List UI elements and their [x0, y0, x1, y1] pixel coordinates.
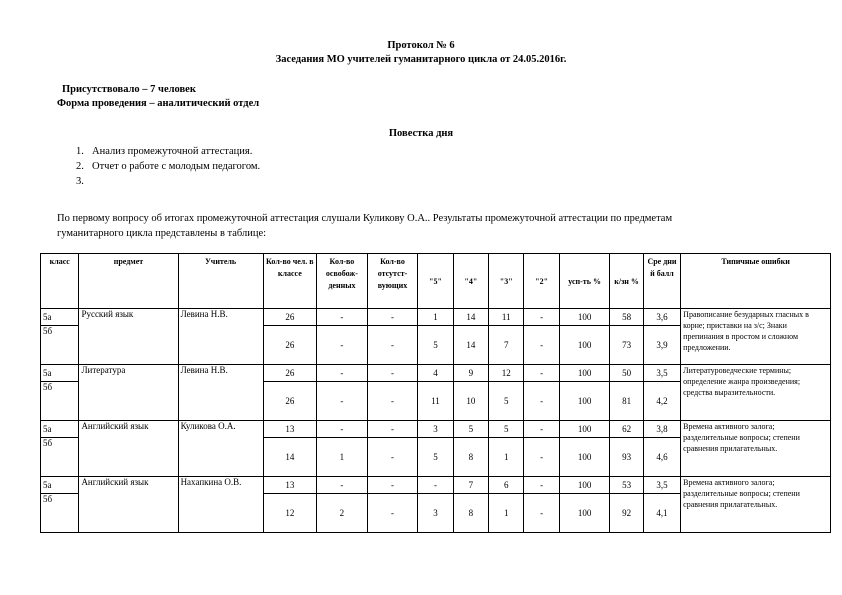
cell-average: 3,5 — [643, 477, 680, 494]
header-success: усп-ть % — [559, 254, 610, 309]
cell-subject: Английский язык — [79, 477, 178, 533]
cell-count: 26 — [263, 326, 317, 365]
header-subject: предмет — [79, 254, 178, 309]
cell-grade3: 12 — [489, 365, 524, 382]
agenda-item: 1. Анализ промежуточной аттестация. — [76, 146, 253, 157]
header-count: Кол-во чел. в классе — [263, 254, 317, 309]
cell-teacher: Левина Н.В. — [178, 365, 263, 421]
cell-grade3: 11 — [489, 309, 524, 326]
cell-average: 3,6 — [643, 309, 680, 326]
cell-class: 5б — [41, 326, 79, 365]
cell-grade5: 3 — [418, 494, 453, 533]
cell-grade2: - — [524, 477, 559, 494]
header-grade3: "3" — [489, 254, 524, 309]
cell-class: 5а — [41, 421, 79, 438]
cell-grade5: - — [418, 477, 453, 494]
cell-success: 100 — [559, 438, 610, 477]
cell-grade2: - — [524, 382, 559, 421]
cell-count: 13 — [263, 421, 317, 438]
cell-absent: - — [367, 365, 418, 382]
cell-quality: 58 — [610, 309, 643, 326]
cell-class: 5а — [41, 365, 79, 382]
cell-absent: - — [367, 326, 418, 365]
cell-absent: - — [367, 494, 418, 533]
cell-grade2: - — [524, 365, 559, 382]
cell-grade5: 11 — [418, 382, 453, 421]
cell-class: 5б — [41, 438, 79, 477]
header-grade5: "5" — [418, 254, 453, 309]
table-row — [41, 309, 831, 326]
header-class: класс — [41, 254, 79, 309]
cell-absent: - — [367, 438, 418, 477]
cell-grade4: 9 — [453, 365, 488, 382]
header-grade4: "4" — [453, 254, 488, 309]
cell-grade5: 5 — [418, 438, 453, 477]
agenda-item: 2. Отчет о работе с молодым педагогом. — [76, 161, 261, 172]
present-line: Присутствовало – 7 человек — [62, 84, 196, 95]
cell-average: 4,2 — [643, 382, 680, 421]
format-line: Форма проведения – аналитический отдел — [57, 98, 260, 109]
cell-absent: - — [367, 382, 418, 421]
cell-exempt: - — [317, 326, 368, 365]
cell-errors: Времена активного залога; разделительные вопросы; степени сравнения прилагательных. — [681, 477, 831, 533]
cell-absent: - — [367, 309, 418, 326]
cell-grade3: 5 — [489, 382, 524, 421]
cell-average: 4,1 — [643, 494, 680, 533]
cell-class: 5а — [41, 477, 79, 494]
cell-success: 100 — [559, 365, 610, 382]
cell-grade2: - — [524, 438, 559, 477]
cell-quality: 53 — [610, 477, 643, 494]
cell-errors: Литературоведческие термины; определение жанра произведения; средства выразительности. — [681, 365, 831, 421]
intro-paragraph: По первому вопросу об итогах промежуточной аттестация слушали Куликову О.А.. Результаты промежуточной аттестации по предметам гуманитарного цикла представлены в таблице: — [57, 213, 673, 239]
cell-success: 100 — [559, 421, 610, 438]
cell-subject: Английский язык — [79, 421, 178, 477]
cell-success: 100 — [559, 326, 610, 365]
cell-average: 4,6 — [643, 438, 680, 477]
cell-success: 100 — [559, 309, 610, 326]
cell-success: 100 — [559, 494, 610, 533]
cell-grade3: 1 — [489, 438, 524, 477]
cell-grade5: 1 — [418, 309, 453, 326]
agenda-list — [76, 144, 260, 189]
cell-success: 100 — [559, 382, 610, 421]
cell-grade4: 7 — [453, 477, 488, 494]
cell-teacher: Нахапкина О.В. — [178, 477, 263, 533]
cell-grade4: 8 — [453, 438, 488, 477]
cell-average: 3,8 — [643, 421, 680, 438]
cell-exempt: 1 — [317, 438, 368, 477]
cell-grade4: 14 — [453, 309, 488, 326]
header-quality: к/зн % — [610, 254, 643, 309]
protocol-title: Протокол № 6 — [387, 40, 455, 51]
cell-exempt: - — [317, 421, 368, 438]
cell-subject: Литература — [79, 365, 178, 421]
cell-class: 5а — [41, 309, 79, 326]
cell-quality: 81 — [610, 382, 643, 421]
cell-class: 5б — [41, 382, 79, 421]
cell-class: 5б — [41, 494, 79, 533]
cell-grade2: - — [524, 309, 559, 326]
cell-count: 12 — [263, 494, 317, 533]
table-row — [41, 421, 831, 438]
protocol-subtitle: Заседания МО учителей гуманитарного цикла от 24.05.2016г. — [275, 54, 567, 65]
header-exempt: Кол-во освобож-денных — [317, 254, 368, 309]
cell-exempt: 2 — [317, 494, 368, 533]
cell-grade2: - — [524, 326, 559, 365]
cell-quality: 93 — [610, 438, 643, 477]
cell-teacher: Куликова О.А. — [178, 421, 263, 477]
cell-quality: 62 — [610, 421, 643, 438]
header-average: Сре дни й балл — [643, 254, 680, 309]
cell-subject: Русский язык — [79, 309, 178, 365]
table-row — [41, 365, 831, 382]
cell-count: 13 — [263, 477, 317, 494]
cell-exempt: - — [317, 477, 368, 494]
cell-absent: - — [367, 477, 418, 494]
cell-grade3: 1 — [489, 494, 524, 533]
cell-count: 26 — [263, 382, 317, 421]
header-absent: Кол-во отсутст-вующих — [367, 254, 418, 309]
cell-grade4: 14 — [453, 326, 488, 365]
cell-grade3: 5 — [489, 421, 524, 438]
cell-grade4: 10 — [453, 382, 488, 421]
cell-success: 100 — [559, 477, 610, 494]
cell-count: 26 — [263, 309, 317, 326]
cell-average: 3,5 — [643, 365, 680, 382]
header-teacher: Учитель — [178, 254, 263, 309]
table-row — [41, 477, 831, 494]
cell-grade3: 6 — [489, 477, 524, 494]
cell-errors: Правописание безударных гласных в корне; приставки на з/с; Знаки препинания в простом и сложном предложении. — [681, 309, 831, 365]
cell-exempt: - — [317, 309, 368, 326]
table-header-row — [41, 254, 831, 309]
cell-errors: Времена активного залога; разделительные вопросы; степени сравнения прилагательных. — [681, 421, 831, 477]
cell-absent: - — [367, 421, 418, 438]
cell-grade2: - — [524, 494, 559, 533]
cell-teacher: Левина Н.В. — [178, 309, 263, 365]
agenda-title: Повестка дня — [388, 128, 454, 139]
agenda-item: 3. — [76, 176, 84, 187]
cell-grade2: - — [524, 421, 559, 438]
results-table — [40, 253, 831, 533]
cell-grade5: 5 — [418, 326, 453, 365]
cell-exempt: - — [317, 365, 368, 382]
cell-count: 26 — [263, 365, 317, 382]
cell-grade4: 8 — [453, 494, 488, 533]
cell-average: 3,9 — [643, 326, 680, 365]
cell-grade3: 7 — [489, 326, 524, 365]
cell-count: 14 — [263, 438, 317, 477]
cell-grade4: 5 — [453, 421, 488, 438]
cell-grade5: 3 — [418, 421, 453, 438]
cell-quality: 50 — [610, 365, 643, 382]
cell-quality: 73 — [610, 326, 643, 365]
cell-quality: 92 — [610, 494, 643, 533]
header-grade2: "2" — [524, 254, 559, 309]
header-errors: Типичные ошибки — [681, 254, 831, 309]
cell-grade5: 4 — [418, 365, 453, 382]
cell-exempt: - — [317, 382, 368, 421]
